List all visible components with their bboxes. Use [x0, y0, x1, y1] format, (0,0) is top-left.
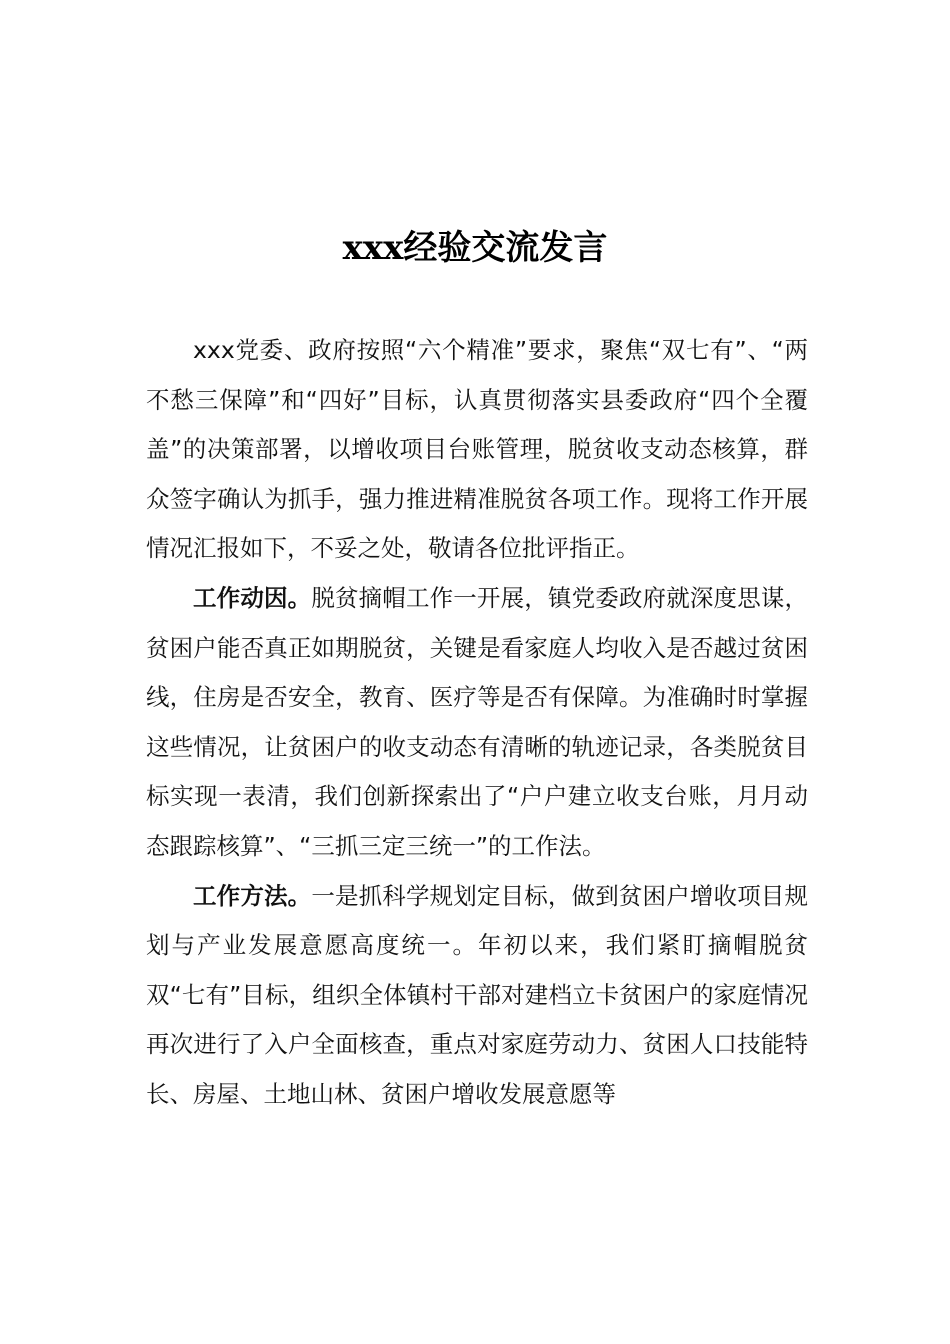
paragraph-lead: 工作方法。: [193, 881, 312, 910]
document-title: xxx经验交流发言: [342, 228, 608, 268]
paragraph-text: xxx党委、政府按照“六个精准”要求，聚焦“双七有”、“两不愁三保障”和“四好”目标，认真贯彻落实县委政府“四个全覆盖”的决策部署，以增收项目台账管理，脱贫收支动态核算，群众签字确认为抓手，强力推进精准脱贫各项工作。现将工作开展情况汇报如下，不妥之处，敬请各位批评指正。: [146, 336, 808, 563]
paragraph-motivation: [146, 574, 808, 872]
paragraph-method: [146, 872, 808, 1120]
paragraph-lead: 工作动因。: [193, 583, 312, 612]
document-body: [146, 326, 808, 1120]
paragraph-text: 一是抓科学规划定目标，做到贫困户增收项目规划与产业发展意愿高度统一。年初以来，我们紧盯摘帽脱贫双“七有”目标，组织全体镇村干部对建档立卡贫困户的家庭情况再次进行了入户全面核查，重点对家庭劳动力、贫困人口技能特长、房屋、土地山林、贫困户增收发展意愿等: [146, 881, 809, 1108]
paragraph-text: 脱贫摘帽工作一开展，镇党委政府就深度思谋，贫困户能否真正如期脱贫，关键是看家庭人均收入是否越过贫困线，住房是否安全，教育、医疗等是否有保障。为准确时时掌握这些情况，让贫困户的收支动态有清晰的轨迹记录，各类脱贫目标实现一表清，我们创新探索出了“户户建立收支台账，月月动态跟踪核算”、“三抓三定三统一”的工作法。: [146, 583, 809, 860]
paragraph-intro: [146, 326, 808, 574]
